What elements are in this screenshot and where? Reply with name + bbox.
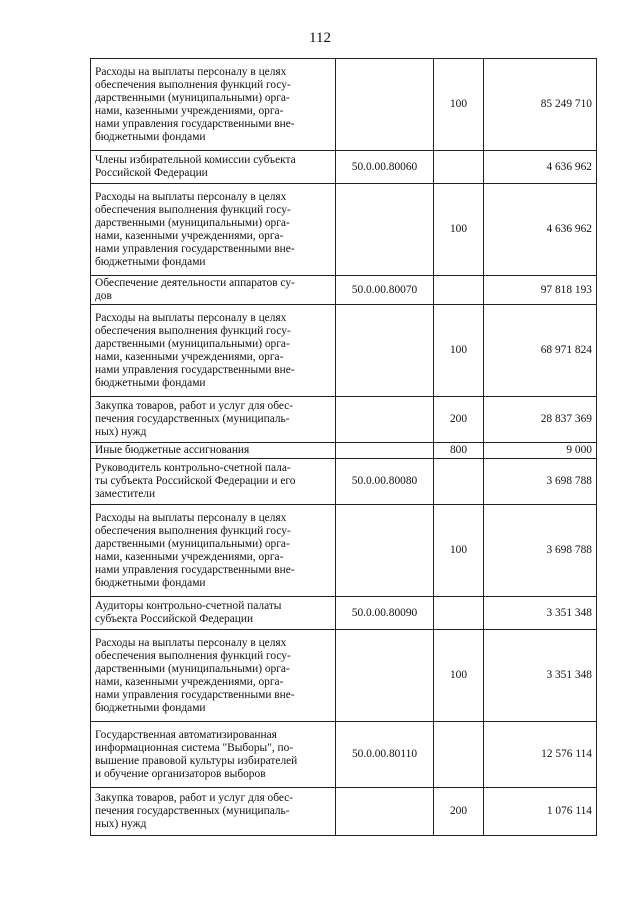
table-row xyxy=(91,151,597,184)
table-row xyxy=(91,184,597,276)
table-row xyxy=(91,505,597,597)
row-code-cell: 50.0.00.80060 xyxy=(336,151,434,184)
row-type-cell xyxy=(434,276,484,305)
row-type-cell: 200 xyxy=(434,788,484,836)
row-name-line: нами, казенными учреждениями, орга- xyxy=(95,550,284,563)
row-name-cell xyxy=(91,597,336,630)
row-amount-cell: 68 971 824 xyxy=(484,305,597,397)
row-name-line: нами, казенными учреждениями, орга- xyxy=(95,104,284,117)
row-name-line: обеспечения выполнения функций госу- xyxy=(95,524,291,537)
table-row xyxy=(91,305,597,397)
table-row xyxy=(91,597,597,630)
row-amount-cell: 12 576 114 xyxy=(484,722,597,788)
row-code-cell: 50.0.00.80080 xyxy=(336,459,434,505)
table-row xyxy=(91,630,597,722)
row-name-line: Государственная автоматизированная xyxy=(95,728,277,741)
row-name-line: Иные бюджетные ассигнования xyxy=(95,444,250,456)
table-row xyxy=(91,722,597,788)
row-name-line: бюджетными фондами xyxy=(95,701,206,714)
row-name-line: бюджетными фондами xyxy=(95,130,206,143)
row-code-cell xyxy=(336,443,434,459)
row-name-line: нами управления государственными вне- xyxy=(95,563,295,576)
row-code-cell xyxy=(336,59,434,151)
row-name-line: печения государственных (муниципаль- xyxy=(95,413,290,425)
row-type-cell xyxy=(434,459,484,505)
row-amount-cell: 3 351 348 xyxy=(484,597,597,630)
row-code-cell: 50.0.00.80070 xyxy=(336,276,434,305)
row-amount-cell: 28 837 369 xyxy=(484,397,597,443)
row-amount-cell: 9 000 xyxy=(484,443,597,459)
row-amount-cell: 4 636 962 xyxy=(484,151,597,184)
row-name-line: Аудиторы контрольно-счетной палаты xyxy=(95,600,282,612)
row-name-line: бюджетными фондами xyxy=(95,576,206,589)
row-name-line: Расходы на выплаты персоналу в целях xyxy=(95,636,287,649)
row-name-line: нами управления государственными вне- xyxy=(95,688,295,701)
row-name-cell xyxy=(91,397,336,443)
budget-table-body xyxy=(91,59,597,836)
row-name-line: Расходы на выплаты персоналу в целях xyxy=(95,511,287,524)
row-name-line: нами, казенными учреждениями, орга- xyxy=(95,675,284,688)
row-name-cell xyxy=(91,788,336,836)
row-code-cell xyxy=(336,788,434,836)
row-type-cell: 100 xyxy=(434,505,484,597)
row-name-line: заместители xyxy=(95,488,156,500)
row-name-line: дарственными (муниципальными) орга- xyxy=(95,337,290,350)
row-name-line: Российской Федерации xyxy=(95,167,208,179)
row-name-line: Закупка товаров, работ и услуг для обес- xyxy=(95,792,294,804)
row-name-cell xyxy=(91,630,336,722)
row-type-cell: 100 xyxy=(434,59,484,151)
row-name-cell xyxy=(91,505,336,597)
row-name-cell xyxy=(91,443,336,459)
row-name-line: Обеспечение деятельности аппаратов су- xyxy=(95,277,295,289)
row-amount-cell: 3 698 788 xyxy=(484,505,597,597)
row-name-line: дарственными (муниципальными) орга- xyxy=(95,537,290,550)
row-name-line: субъекта Российской Федерации xyxy=(95,613,254,625)
row-name-line: дарственными (муниципальными) орга- xyxy=(95,91,290,104)
table-row xyxy=(91,276,597,305)
row-name-line: ных) нужд xyxy=(95,426,147,438)
row-name-line: нами управления государственными вне- xyxy=(95,117,295,130)
row-name-line: нами управления государственными вне- xyxy=(95,242,295,255)
row-name-line: дарственными (муниципальными) орга- xyxy=(95,662,290,675)
row-code-cell xyxy=(336,305,434,397)
row-name-line: бюджетными фондами xyxy=(95,376,206,389)
row-type-cell xyxy=(434,151,484,184)
row-name-line: обеспечения выполнения функций госу- xyxy=(95,324,291,337)
row-code-cell xyxy=(336,505,434,597)
row-name-line: бюджетными фондами xyxy=(95,255,206,268)
table-row xyxy=(91,443,597,459)
row-name-cell xyxy=(91,59,336,151)
row-name-line: дов xyxy=(95,290,112,302)
row-name-line: печения государственных (муниципаль- xyxy=(95,805,290,817)
row-name-line: Закупка товаров, работ и услуг для обес- xyxy=(95,400,294,412)
row-name-line: Члены избирательной комиссии субъекта xyxy=(95,154,296,166)
row-name-line: информационная система "Выборы", по- xyxy=(95,741,294,754)
row-amount-cell: 3 351 348 xyxy=(484,630,597,722)
row-name-line: обеспечения выполнения функций госу- xyxy=(95,649,291,662)
table-row xyxy=(91,59,597,151)
row-type-cell: 200 xyxy=(434,397,484,443)
row-name-line: нами управления государственными вне- xyxy=(95,363,295,376)
row-name-line: Расходы на выплаты персоналу в целях xyxy=(95,311,287,324)
row-name-line: ных) нужд xyxy=(95,818,147,830)
row-name-line: Расходы на выплаты персоналу в целях xyxy=(95,190,287,203)
row-code-cell xyxy=(336,630,434,722)
row-type-cell xyxy=(434,722,484,788)
row-type-cell: 100 xyxy=(434,184,484,276)
row-name-line: ты субъекта Российской Федерации и его xyxy=(95,475,296,487)
row-name-cell xyxy=(91,459,336,505)
row-name-line: обеспечения выполнения функций госу- xyxy=(95,78,291,91)
row-name-line: нами, казенными учреждениями, орга- xyxy=(95,350,284,363)
row-code-cell: 50.0.00.80110 xyxy=(336,722,434,788)
row-name-cell xyxy=(91,276,336,305)
row-name-line: вышение правовой культуры избирателей xyxy=(95,754,298,767)
row-name-line: обеспечения выполнения функций госу- xyxy=(95,203,291,216)
row-amount-cell: 85 249 710 xyxy=(484,59,597,151)
row-name-cell xyxy=(91,151,336,184)
row-name-line: дарственными (муниципальными) орга- xyxy=(95,216,290,229)
budget-table xyxy=(90,58,597,836)
table-row xyxy=(91,788,597,836)
row-name-line: Расходы на выплаты персоналу в целях xyxy=(95,65,287,78)
row-amount-cell: 97 818 193 xyxy=(484,276,597,305)
table-row xyxy=(91,397,597,443)
row-code-cell xyxy=(336,184,434,276)
row-type-cell xyxy=(434,597,484,630)
row-amount-cell: 3 698 788 xyxy=(484,459,597,505)
row-amount-cell: 1 076 114 xyxy=(484,788,597,836)
row-name-line: нами, казенными учреждениями, орга- xyxy=(95,229,284,242)
row-type-cell: 800 xyxy=(434,443,484,459)
row-name-cell xyxy=(91,305,336,397)
page-number: 112 xyxy=(309,30,331,46)
row-name-line: Руководитель контрольно-счетной пала- xyxy=(95,462,291,474)
row-type-cell: 100 xyxy=(434,305,484,397)
row-name-cell xyxy=(91,722,336,788)
row-amount-cell: 4 636 962 xyxy=(484,184,597,276)
row-type-cell: 100 xyxy=(434,630,484,722)
row-code-cell xyxy=(336,397,434,443)
row-name-cell xyxy=(91,184,336,276)
row-name-line: и обучение организаторов выборов xyxy=(95,767,266,780)
table-row xyxy=(91,459,597,505)
row-code-cell: 50.0.00.80090 xyxy=(336,597,434,630)
